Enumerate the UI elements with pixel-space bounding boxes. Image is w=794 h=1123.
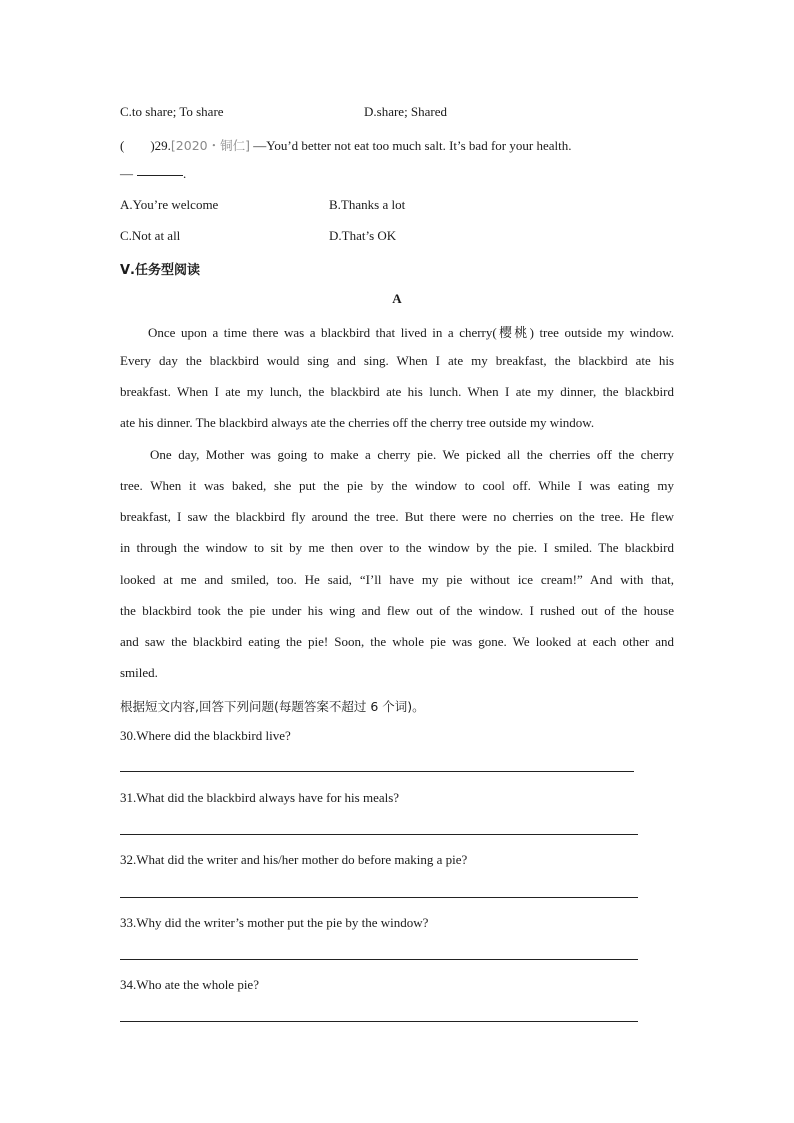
passage-line: smiled. <box>120 665 158 680</box>
answer-line-31[interactable] <box>120 834 638 835</box>
passage-line: and saw the blackbird eating the pie! Soon, the whole pie was gone. We looked at each other and <box>120 634 674 649</box>
option-a-29: A.You’re welcome <box>120 197 219 212</box>
passage-line: in through the window to sit by me then over to the window by the pie. I smiled. The blackbird <box>120 540 674 555</box>
answer-paren: ( )29. <box>120 138 171 153</box>
question-stem: —You’d better not eat too much salt. It’s bad for your health. <box>250 138 572 153</box>
question-source: [2020・铜仁] <box>170 138 250 153</box>
question-30: 30.Where did the blackbird live? <box>120 728 291 743</box>
passage-line: ate his dinner. The blackbird always ate the cherries off the cherry tree outside my window. <box>120 415 595 430</box>
option-d-28: D.share; Shared <box>364 104 448 119</box>
question-33: 33.Why did the writer’s mother put the pie by the window? <box>120 915 429 930</box>
option-c-29: C.Not at all <box>120 228 181 243</box>
passage-line: looked at me and smiled, too. He said, “I’ll have my pie without ice cream!” And with that, <box>120 572 674 587</box>
passage-line: tree. When it was baked, she put the pie by the window to cool off. While I was eating my <box>120 478 674 493</box>
option-c-28: C.to share; To share <box>120 104 224 119</box>
reply-blank[interactable] <box>137 174 183 176</box>
section-heading: Ⅴ.任务型阅读 <box>120 263 200 278</box>
passage-line: breakfast, I saw the blackbird fly around the tree. But there were no cherries on the tree. He flew <box>120 509 674 524</box>
reply-dash: — <box>120 166 133 181</box>
passage-line: breakfast. When I ate my lunch, the blackbird ate his lunch. When I ate my dinner, the blackbird <box>120 384 674 399</box>
option-b-29: B.Thanks a lot <box>329 197 406 212</box>
answer-line-34[interactable] <box>120 1021 638 1022</box>
instructions: 根据短文内容,回答下列问题(每题答案不超过 6 个词)。 <box>120 699 425 714</box>
passage-line: the blackbird took the pie under his wing and flew out of the window. I rushed out of the house <box>120 603 674 618</box>
option-d-29: D.That’s OK <box>329 228 397 243</box>
question-29-reply <box>120 166 186 182</box>
answer-line-30[interactable] <box>120 771 634 772</box>
answer-line-32[interactable] <box>120 897 638 898</box>
passage-line: One day, Mother was going to make a cherry pie. We picked all the cherries off the cherry <box>150 447 674 462</box>
passage-line: Once upon a time there was a blackbird that lived in a cherry(樱桃) tree outside my window. <box>148 325 674 340</box>
question-34: 34.Who ate the whole pie? <box>120 977 259 992</box>
question-29 <box>120 135 571 154</box>
question-31: 31.What did the blackbird always have for his meals? <box>120 790 400 805</box>
reply-end: . <box>183 166 187 181</box>
answer-line-33[interactable] <box>120 959 638 960</box>
passage-label: A <box>392 291 402 306</box>
question-32: 32.What did the writer and his/her mother do before making a pie? <box>120 852 468 867</box>
passage-line: Every day the blackbird would sing and sing. When I ate my breakfast, the blackbird ate his <box>120 353 674 368</box>
